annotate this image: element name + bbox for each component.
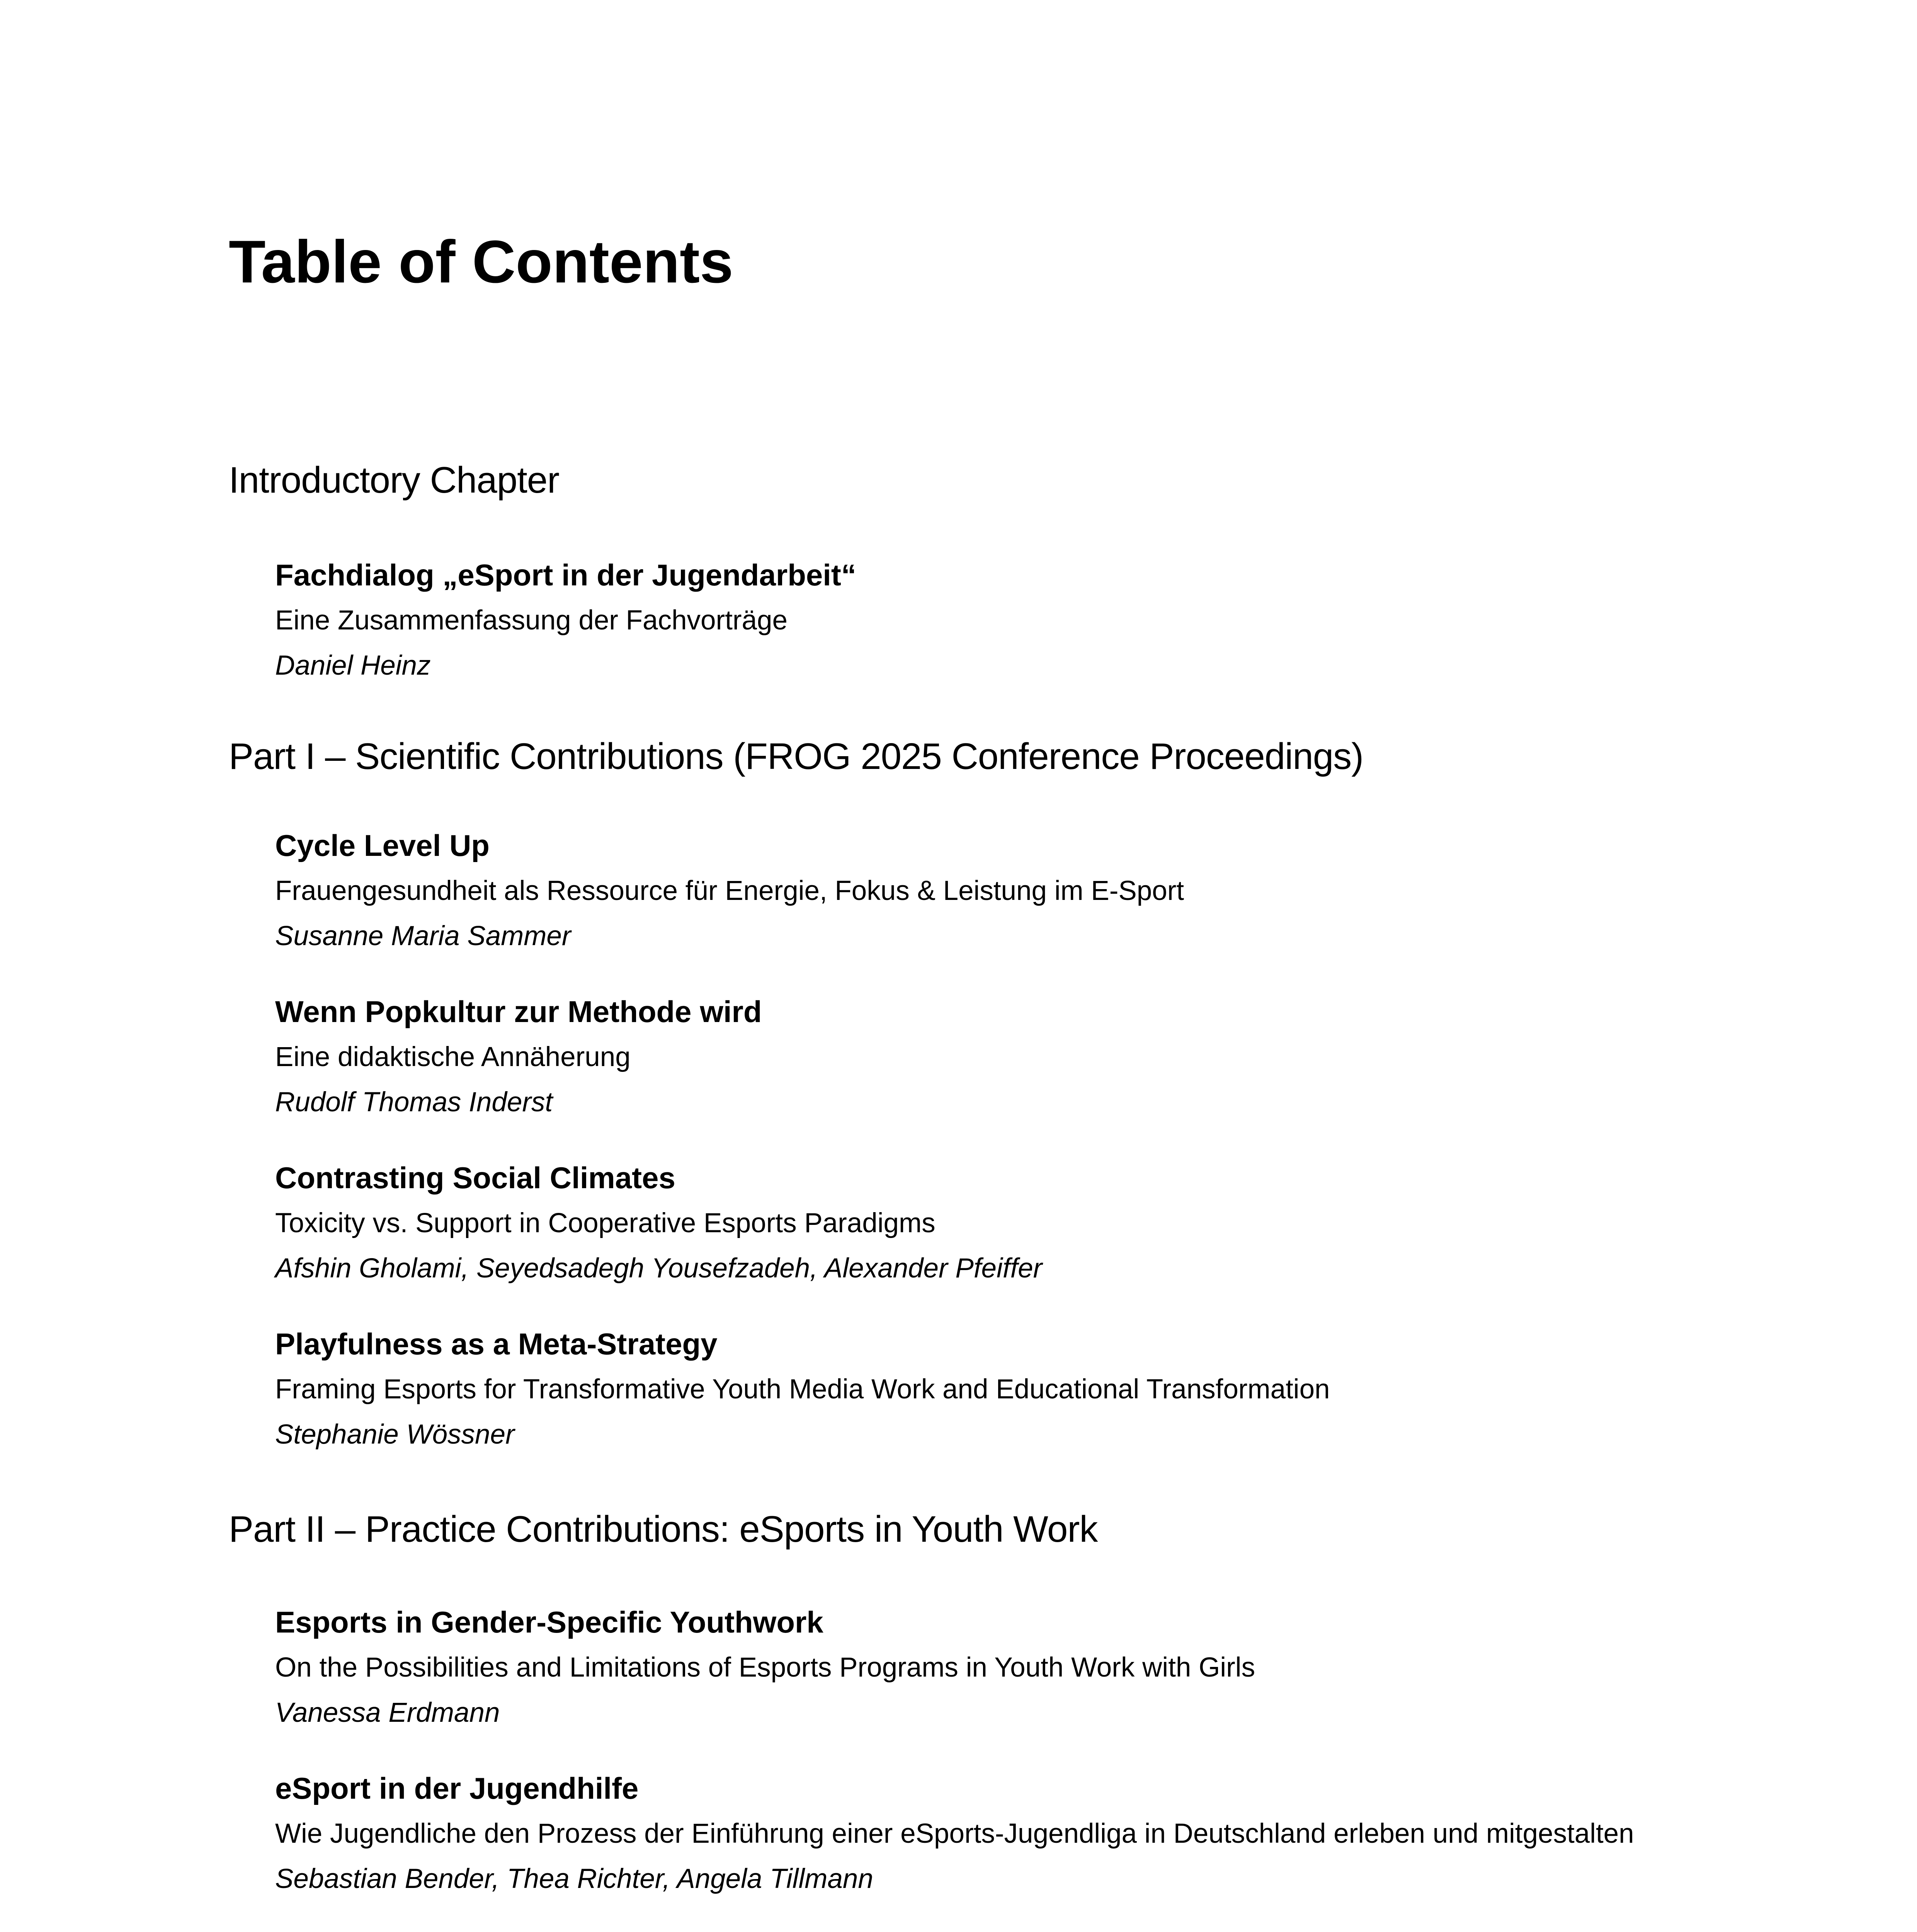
toc-entry: [275, 1321, 1705, 1457]
toc-entry-title: Fachdialog „eSport in der Jugendarbeit“: [275, 558, 856, 592]
toc-entry: [275, 989, 1705, 1125]
toc-entry-title: eSport in der Jugendhilfe: [275, 1771, 639, 1805]
page-title: Table of Contents: [229, 228, 733, 296]
section-heading-part-2: Part II – Practice Contributions: eSports in Youth Work: [229, 1509, 1098, 1550]
toc-entry-authors: Afshin Gholami, Seyedsadegh Yousefzadeh, Alexander Pfeiffer: [275, 1253, 1043, 1284]
toc-entry-authors: Daniel Heinz: [275, 650, 431, 681]
toc-entry: [275, 1766, 1705, 1901]
toc-entry-authors: Sebastian Bender, Thea Richter, Angela Tillmann: [275, 1864, 873, 1894]
toc-entry-title: Wenn Popkultur zur Methode wird: [275, 995, 762, 1029]
toc-entry-subtitle: On the Possibilities and Limitations of Esports Programs in Youth Work with Girls: [275, 1652, 1255, 1683]
toc-entry: [275, 1600, 1705, 1735]
toc-entry-authors: Rudolf Thomas Inderst: [275, 1087, 553, 1117]
toc-entry-subtitle: Toxicity vs. Support in Cooperative Esports Paradigms: [275, 1208, 936, 1238]
toc-entry-subtitle: Eine Zusammenfassung der Fachvorträge: [275, 605, 788, 636]
toc-entry-authors: Susanne Maria Sammer: [275, 921, 571, 951]
toc-entry-subtitle: Wie Jugendliche den Prozess der Einführung einer eSports-Jugendliga in Deutschland erleben und mitgestalten: [275, 1818, 1634, 1849]
toc-entry-subtitle: Framing Esports for Transformative Youth Media Work and Educational Transformation: [275, 1374, 1330, 1405]
toc-entry-title: Contrasting Social Climates: [275, 1161, 675, 1195]
toc-entry-title: Playfulness as a Meta-Strategy: [275, 1327, 718, 1361]
toc-entry-title: Cycle Level Up: [275, 828, 490, 862]
toc-entry-authors: Vanessa Erdmann: [275, 1697, 500, 1728]
toc-entry-subtitle: Eine didaktische Annäherung: [275, 1042, 631, 1072]
toc-entry-authors: Stephanie Wössner: [275, 1419, 515, 1450]
toc-entry-title: Esports in Gender-Specific Youthwork: [275, 1605, 823, 1639]
toc-entry: [275, 553, 1705, 688]
section-heading-part-1: Part I – Scientific Contributions (FROG 2025 Conference Proceedings): [229, 736, 1364, 777]
toc-entry-subtitle: Frauengesundheit als Ressource für Energie, Fokus & Leistung im E-Sport: [275, 876, 1184, 906]
toc-entry: [275, 1155, 1705, 1291]
section-heading-introductory-chapter: Introductory Chapter: [229, 459, 560, 501]
toc-entry: [275, 823, 1705, 959]
